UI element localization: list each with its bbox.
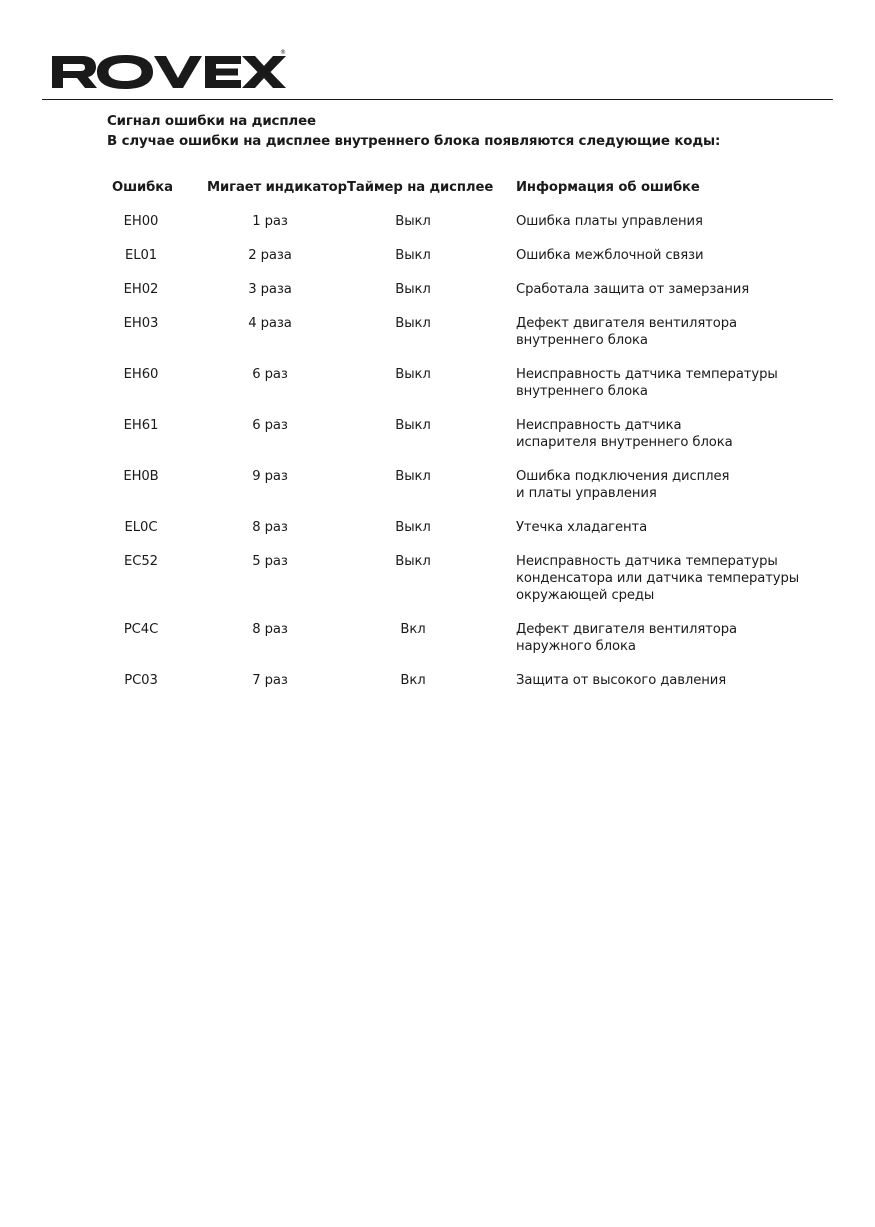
section-subtitle: В случае ошибки на дисплее внутреннего блока появляются следующие коды: bbox=[107, 134, 721, 149]
error-info-line: внутреннего блока bbox=[516, 333, 648, 348]
column-header-blinks: Мигает индикатор bbox=[207, 180, 347, 195]
error-info bbox=[516, 672, 836, 689]
error-code: EC52 bbox=[124, 554, 158, 569]
error-code: EH0B bbox=[123, 469, 159, 484]
error-info bbox=[516, 553, 836, 604]
blink-count: 8 раз bbox=[252, 622, 288, 637]
error-info-line: и платы управления bbox=[516, 486, 657, 501]
error-info-line: Ошибка межблочной связи bbox=[516, 248, 704, 263]
column-header-info: Информация об ошибке bbox=[516, 180, 700, 195]
error-info-line: испарителя внутреннего блока bbox=[516, 435, 733, 450]
error-info bbox=[516, 366, 836, 400]
timer-state: Выкл bbox=[395, 520, 431, 535]
blink-count: 9 раз bbox=[252, 469, 288, 484]
section-heading bbox=[107, 112, 720, 152]
trademark-symbol: ® bbox=[280, 49, 286, 56]
timer-state: Вкл bbox=[400, 622, 426, 637]
error-info bbox=[516, 519, 836, 536]
error-code: EH00 bbox=[123, 214, 159, 229]
timer-state: Выкл bbox=[395, 248, 431, 263]
blink-count: 2 раза bbox=[248, 248, 292, 263]
error-info bbox=[516, 247, 836, 264]
blink-count: 4 раза bbox=[248, 316, 292, 331]
error-code: PC03 bbox=[124, 673, 158, 688]
timer-state: Выкл bbox=[395, 469, 431, 484]
blink-count: 8 раз bbox=[252, 520, 288, 535]
timer-state: Выкл bbox=[395, 367, 431, 382]
error-info-line: Дефект двигателя вентилятора bbox=[516, 316, 737, 331]
error-info-line: Неисправность датчика bbox=[516, 418, 682, 433]
error-info-line: Защита от высокого давления bbox=[516, 673, 727, 688]
blink-count: 7 раз bbox=[252, 673, 288, 688]
error-info-line: Дефект двигателя вентилятора bbox=[516, 622, 737, 637]
error-info bbox=[516, 621, 836, 655]
rovex-logo-graphic bbox=[52, 50, 292, 90]
error-info-line: Ошибка платы управления bbox=[516, 214, 703, 229]
error-code: EH03 bbox=[123, 316, 159, 331]
timer-state: Выкл bbox=[395, 282, 431, 297]
timer-state: Выкл bbox=[395, 554, 431, 569]
error-info bbox=[516, 417, 836, 451]
error-info-line: окружающей среды bbox=[516, 588, 655, 603]
timer-state: Вкл bbox=[400, 673, 426, 688]
error-code: EH60 bbox=[123, 367, 159, 382]
error-info-line: Ошибка подключения дисплея bbox=[516, 469, 730, 484]
error-code: EL01 bbox=[124, 248, 158, 263]
error-info-line: Неисправность датчика температуры bbox=[516, 367, 778, 382]
error-info-line: конденсатора или датчика температуры bbox=[516, 571, 800, 586]
blink-count: 6 раз bbox=[252, 418, 288, 433]
error-info-line: Неисправность датчика температуры bbox=[516, 554, 778, 569]
error-code: EL0C bbox=[124, 520, 158, 535]
error-info-line: Утечка хладагента bbox=[516, 520, 648, 535]
error-info bbox=[516, 281, 836, 298]
error-info-line: внутреннего блока bbox=[516, 384, 648, 399]
timer-state: Выкл bbox=[395, 316, 431, 331]
blink-count: 1 раз bbox=[252, 214, 288, 229]
error-info bbox=[516, 213, 836, 230]
error-code: EH02 bbox=[123, 282, 159, 297]
blink-count: 6 раз bbox=[252, 367, 288, 382]
rovex-logo bbox=[52, 50, 292, 90]
column-header-timer: Таймер на дисплее bbox=[347, 180, 494, 195]
section-title: Сигнал ошибки на дисплее bbox=[107, 114, 316, 129]
error-info bbox=[516, 315, 836, 349]
timer-state: Выкл bbox=[395, 214, 431, 229]
error-info-line: Сработала защита от замерзания bbox=[516, 282, 750, 297]
blink-count: 5 раз bbox=[252, 554, 288, 569]
error-info-line: наружного блока bbox=[516, 639, 636, 654]
header-divider bbox=[42, 99, 833, 100]
column-header-code: Ошибка bbox=[112, 180, 173, 195]
error-code: EH61 bbox=[123, 418, 159, 433]
error-code: PC4C bbox=[123, 622, 159, 637]
blink-count: 3 раза bbox=[248, 282, 292, 297]
timer-state: Выкл bbox=[395, 418, 431, 433]
error-info bbox=[516, 468, 836, 502]
